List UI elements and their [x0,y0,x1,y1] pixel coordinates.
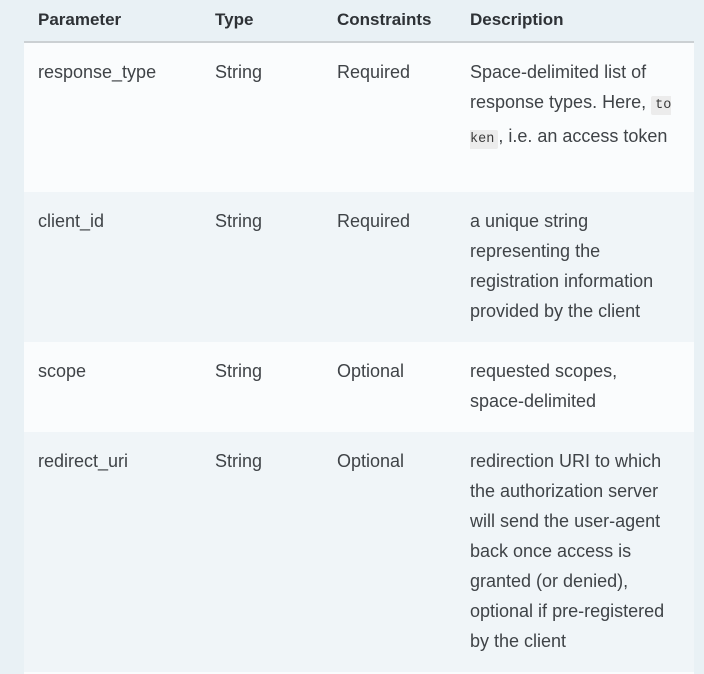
description-text: user-agent [574,511,661,531]
description-cell: a unique string representing the registration information provided by the client [456,192,694,342]
description-text: space-delimited [470,391,597,411]
column-header-constraints: Constraints [323,0,456,42]
parameter-cell: client_id [24,192,201,342]
constraints-cell: Optional [323,342,456,432]
table-header [24,0,694,42]
constraints-cell: Required [323,42,456,192]
inline-code: token [470,98,672,147]
description-cell: Space-delimited list of response types. Here, token , i.e. an access token [456,42,694,192]
table-row [24,342,694,432]
table-row [24,42,694,192]
parameter-cell: scope [24,342,201,432]
header-row [24,0,694,42]
description-cell: requested scopes, space-delimited [456,342,694,432]
table-row [24,192,694,342]
column-header-parameter: Parameter [24,0,201,42]
table-row [24,432,694,672]
constraints-cell: Optional [323,432,456,672]
column-header-type: Type [201,0,323,42]
constraints-cell: Required [323,192,456,342]
column-header-description: Description [456,0,694,42]
parameter-cell: response_type [24,42,201,192]
type-cell: String [201,42,323,192]
description-cell: redirection URI to which the authorization server will send the user-agent back once access is granted (or denied), optional if pre-registered by the client [456,432,694,672]
type-cell: String [201,192,323,342]
parameters-table [24,0,694,674]
description-text: pre-registered [552,601,665,621]
type-cell: String [201,432,323,672]
table-body [24,42,694,674]
description-text: registration information [470,271,654,291]
parameter-cell: redirect_uri [24,432,201,672]
type-cell: String [201,342,323,432]
